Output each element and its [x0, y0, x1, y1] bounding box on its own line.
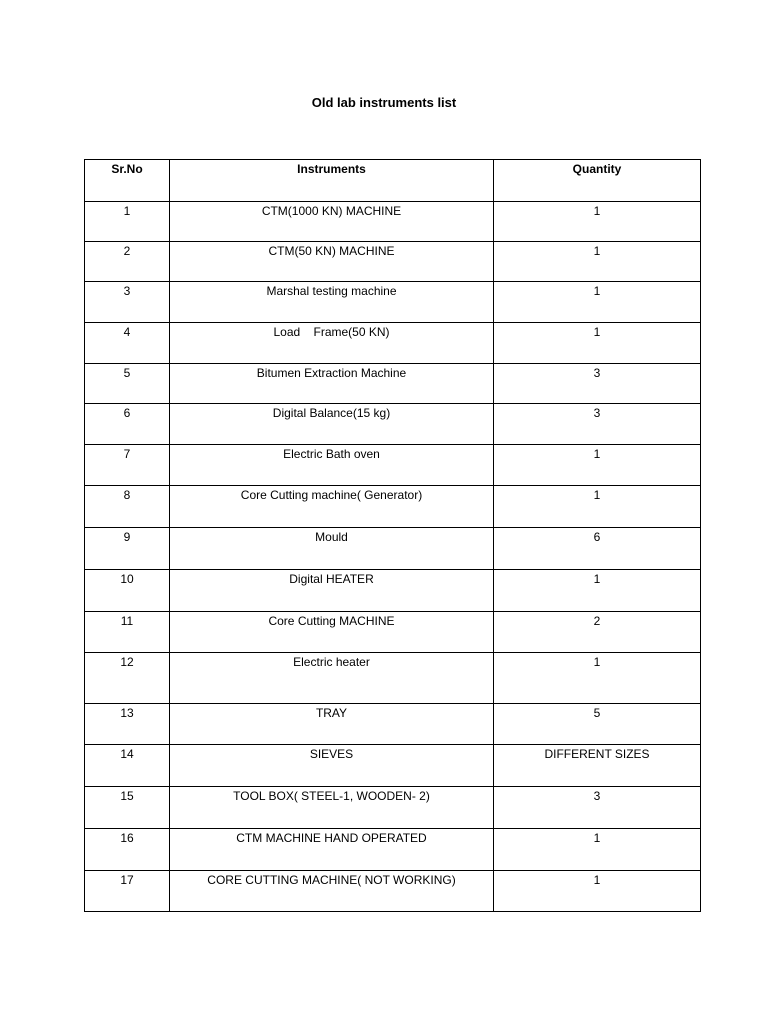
cell-instrument: Digital Balance(15 kg) — [170, 404, 494, 445]
table-row — [85, 242, 701, 282]
cell-instrument: Electric heater — [170, 653, 494, 704]
table-row — [85, 404, 701, 445]
cell-quantity: 1 — [494, 202, 701, 242]
table-row — [85, 829, 701, 871]
cell-quantity: 1 — [494, 653, 701, 704]
table-row — [85, 871, 701, 912]
cell-instrument: CORE CUTTING MACHINE( NOT WORKING) — [170, 871, 494, 912]
cell-srno: 15 — [85, 787, 170, 829]
cell-srno: 1 — [85, 202, 170, 242]
cell-quantity: 5 — [494, 704, 701, 745]
cell-instrument: CTM(50 KN) MACHINE — [170, 242, 494, 282]
cell-quantity: 1 — [494, 282, 701, 323]
cell-instrument: SIEVES — [170, 745, 494, 787]
cell-srno: 2 — [85, 242, 170, 282]
header-quantity: Quantity — [494, 160, 701, 202]
cell-quantity: 1 — [494, 445, 701, 486]
cell-srno: 6 — [85, 404, 170, 445]
cell-instrument: Electric Bath oven — [170, 445, 494, 486]
table-row — [85, 612, 701, 653]
cell-quantity: 3 — [494, 364, 701, 404]
cell-instrument: Marshal testing machine — [170, 282, 494, 323]
cell-srno: 14 — [85, 745, 170, 787]
cell-instrument: CTM MACHINE HAND OPERATED — [170, 829, 494, 871]
cell-srno: 9 — [85, 528, 170, 570]
cell-srno: 8 — [85, 486, 170, 528]
cell-srno: 10 — [85, 570, 170, 612]
cell-quantity: 1 — [494, 323, 701, 364]
cell-instrument: Digital HEATER — [170, 570, 494, 612]
table-row — [85, 528, 701, 570]
page-title: Old lab instruments list — [311, 95, 457, 110]
cell-quantity: DIFFERENT SIZES — [494, 745, 701, 787]
cell-quantity: 3 — [494, 787, 701, 829]
cell-srno: 3 — [85, 282, 170, 323]
table-row — [85, 486, 701, 528]
cell-srno: 13 — [85, 704, 170, 745]
cell-quantity: 6 — [494, 528, 701, 570]
cell-instrument: CTM(1000 KN) MACHINE — [170, 202, 494, 242]
cell-quantity: 1 — [494, 486, 701, 528]
table-row — [85, 364, 701, 404]
cell-srno: 16 — [85, 829, 170, 871]
cell-quantity: 1 — [494, 242, 701, 282]
table-row — [85, 704, 701, 745]
cell-instrument: Mould — [170, 528, 494, 570]
cell-instrument: Core Cutting MACHINE — [170, 612, 494, 653]
cell-quantity: 1 — [494, 829, 701, 871]
header-srno: Sr.No — [85, 160, 170, 202]
cell-srno: 12 — [85, 653, 170, 704]
cell-instrument: Load Frame(50 KN) — [170, 323, 494, 364]
table-row — [85, 745, 701, 787]
cell-quantity: 1 — [494, 570, 701, 612]
cell-quantity: 2 — [494, 612, 701, 653]
table-header-row — [85, 160, 701, 202]
cell-quantity: 3 — [494, 404, 701, 445]
table-row — [85, 445, 701, 486]
table-row — [85, 323, 701, 364]
cell-srno: 11 — [85, 612, 170, 653]
cell-srno: 5 — [85, 364, 170, 404]
cell-instrument: Bitumen Extraction Machine — [170, 364, 494, 404]
cell-quantity: 1 — [494, 871, 701, 912]
cell-instrument: TRAY — [170, 704, 494, 745]
table-row — [85, 653, 701, 704]
header-instruments: Instruments — [170, 160, 494, 202]
instruments-table — [84, 159, 701, 912]
table-row — [85, 202, 701, 242]
table-row — [85, 787, 701, 829]
cell-srno: 7 — [85, 445, 170, 486]
cell-srno: 4 — [85, 323, 170, 364]
cell-srno: 17 — [85, 871, 170, 912]
table-row — [85, 570, 701, 612]
cell-instrument: Core Cutting machine( Generator) — [170, 486, 494, 528]
table-row — [85, 282, 701, 323]
cell-instrument: TOOL BOX( STEEL-1, WOODEN- 2) — [170, 787, 494, 829]
